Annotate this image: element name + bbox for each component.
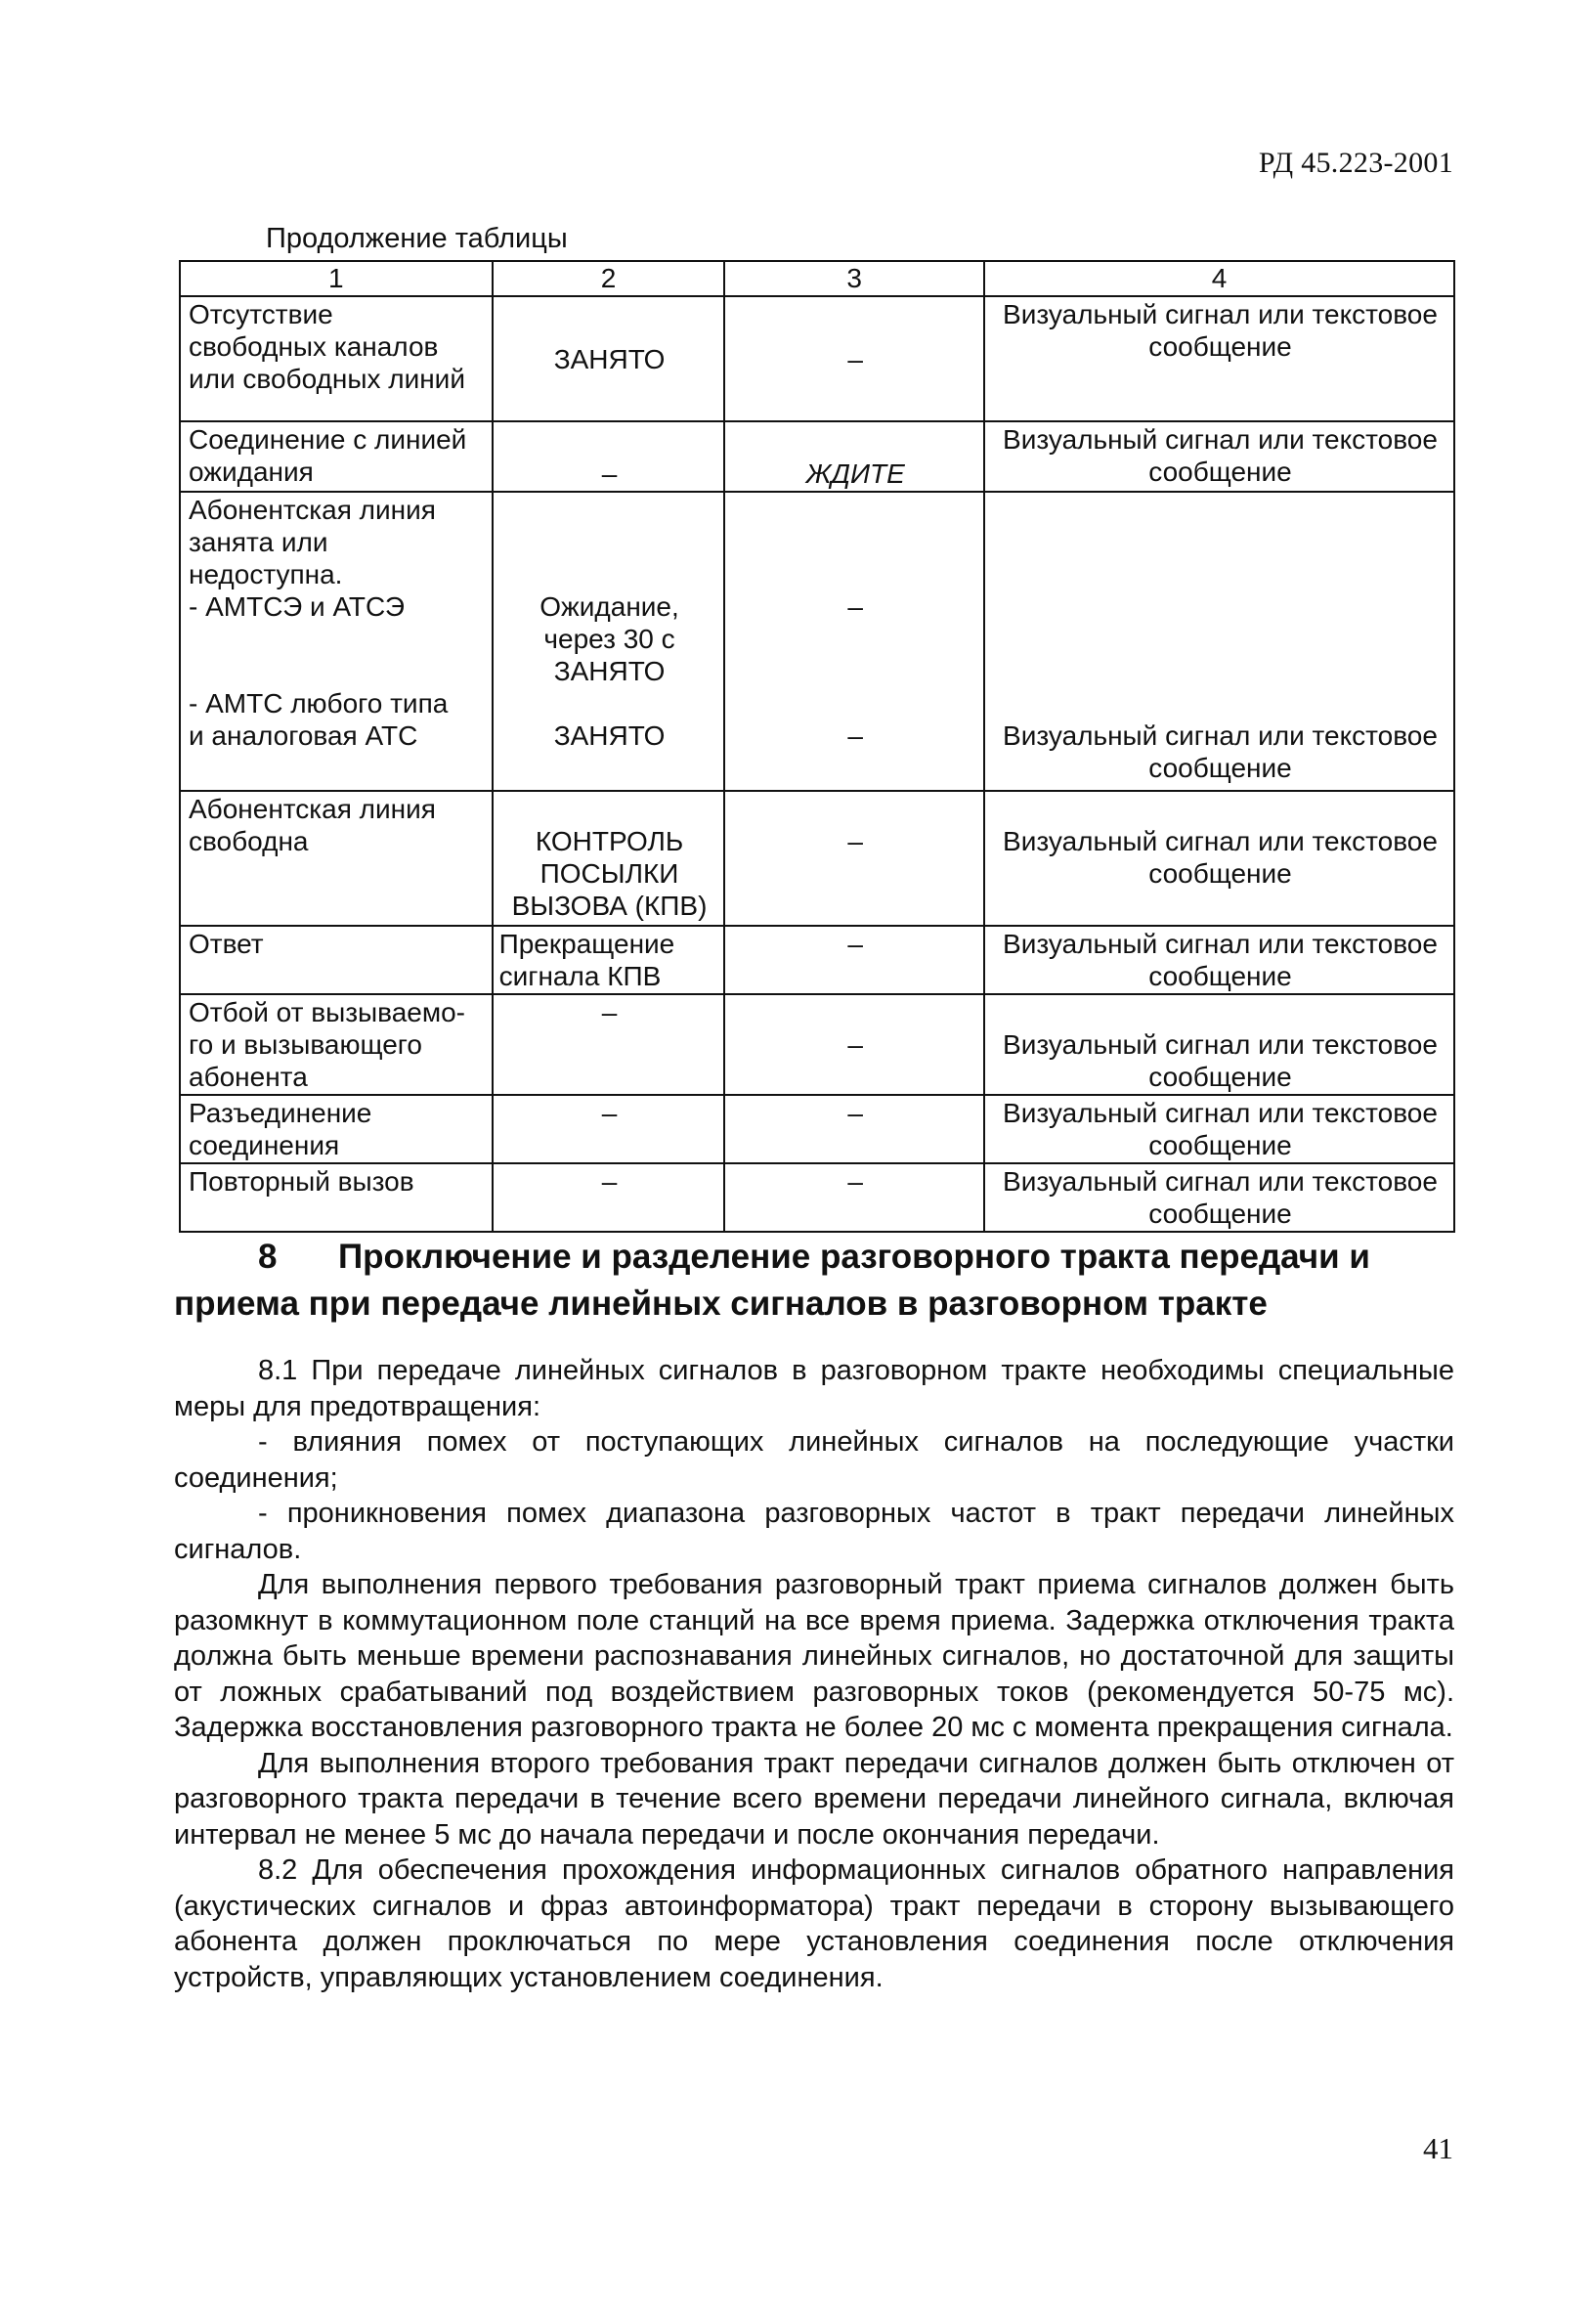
- table-cell: ЗАНЯТО: [493, 296, 725, 421]
- column-header-3: 3: [724, 261, 984, 296]
- table-row: [180, 492, 1454, 791]
- table-cell: –: [493, 1163, 725, 1232]
- cell-text: Соединение с линией ожидания: [189, 424, 467, 487]
- cell-text: Ожидание, через 30 с ЗАНЯТО: [539, 591, 679, 686]
- paragraph: - влияния помех от поступающих линейных сигналов на последующие участки соединения;: [174, 1426, 1454, 1494]
- table-cell: КОНТРОЛЬ ПОСЫЛКИ ВЫЗОВА (КПВ): [493, 791, 725, 926]
- table-cell: Визуальный сигнал или текстовое сообщение: [984, 994, 1454, 1095]
- table-cell: Визуальный сигнал или текстовое сообщение: [984, 421, 1454, 492]
- paragraph: Для выполнения второго требования тракт передачи сигналов должен быть отключен от разговорного тракта передачи в течение всего времени передачи линейного сигнала, включая интервал не менее 5 мс до начала передачи и после окончания передачи.: [174, 1747, 1454, 1851]
- cell-text: Абонентская линия занята или недоступна.: [189, 495, 436, 589]
- table-cell: [724, 492, 984, 791]
- table-cell: [180, 421, 493, 492]
- table-cell: –: [724, 994, 984, 1095]
- table-cell: –: [493, 994, 725, 1095]
- table-cell: Ответ: [180, 926, 493, 994]
- table-row: [180, 1095, 1454, 1163]
- table-row: [180, 791, 1454, 926]
- section-title: Проключение и разделение разговорного тракта передачи и приема при передаче линейных сигналов в разговорном тракте: [174, 1238, 1370, 1323]
- table-cell: Визуальный сигнал или текстовое сообщение: [984, 1095, 1454, 1163]
- table-cell: –: [724, 1163, 984, 1232]
- table-row: [180, 296, 1454, 421]
- section-number: 8: [258, 1238, 278, 1276]
- column-header-1: 1: [180, 261, 493, 296]
- paragraph: 8.2 Для обеспечения прохождения информационных сигналов обратного направления (акустических сигналов и фраз автоинформатора) тракт передачи в сторону вызывающего абонента должен проключаться по мере установления соединения после отключения устройств, управляющих установлением соединения.: [174, 1854, 1454, 1993]
- cell-text: –: [847, 720, 863, 751]
- table-cell: –: [724, 296, 984, 421]
- table-cell: –: [724, 791, 984, 926]
- table-cell: –: [724, 926, 984, 994]
- section-heading: [174, 1234, 1456, 1328]
- section-body: [174, 1353, 1454, 1995]
- table-header-row: [180, 261, 1454, 296]
- table-cell: –: [493, 421, 725, 492]
- table-cell: –: [724, 1095, 984, 1163]
- cell-text: Визуальный сигнал или текстовое сообщение: [1003, 720, 1438, 783]
- cell-text: - АМТС любого типа и аналоговая АТС: [189, 688, 449, 751]
- table-row: [180, 994, 1454, 1095]
- table-cell: [180, 492, 493, 791]
- paragraph: Для выполнения первого требования разговорный тракт приема сигналов должен быть разомкнут в коммутационном поле станций на все время приема. Задержка отключения тракта должна быть меньше времени распознавания линейных сигналов, но достаточной для защиты от ложных срабатываний под воздействием разговорных токов (рекомендуется 50-75 мс). Задержка восстановления разговорного тракта не более 20 мс с момента прекращения сигнала.: [174, 1569, 1454, 1743]
- table-row: [180, 1163, 1454, 1232]
- table-cell: Визуальный сигнал или текстовое сообщение: [984, 1163, 1454, 1232]
- table-cell: Разъединение соединения: [180, 1095, 493, 1163]
- table-cell: Визуальный сигнал или текстовое сообщение: [984, 926, 1454, 994]
- document-code: РД 45.223-2001: [1258, 147, 1453, 179]
- page-number: 41: [1423, 2131, 1453, 2165]
- signals-table: [179, 260, 1455, 1233]
- table-row: [180, 421, 1454, 492]
- table-cell: ЖДИТЕ: [724, 421, 984, 492]
- paragraph: - проникновения помех диапазона разговорных частот в тракт передачи линейных сигналов.: [174, 1498, 1454, 1565]
- table-cell: Прекращение сигнала КПВ: [493, 926, 725, 994]
- table-cell: Отсутствие свободных каналов или свободных линий: [180, 296, 493, 421]
- table-cell: [984, 492, 1454, 791]
- table-cell: Визуальный сигнал или текстовое сообщение: [984, 791, 1454, 926]
- paragraph: 8.1 При передаче линейных сигналов в разговорном тракте необходимы специальные меры для предотвращения:: [174, 1355, 1454, 1422]
- cell-text: ЗАНЯТО: [553, 720, 666, 751]
- table-row: [180, 926, 1454, 994]
- table-cell: [493, 492, 725, 791]
- cell-text: –: [847, 591, 863, 622]
- table-cell: –: [493, 1095, 725, 1163]
- table-cell: Повторный вызов: [180, 1163, 493, 1232]
- table-cell: Отбой от вызываемо- го и вызывающего абонента: [180, 994, 493, 1095]
- table-cell: Абонентская линия свободна: [180, 791, 493, 926]
- cell-text: - АМТСЭ и АТСЭ: [189, 591, 406, 622]
- table-caption: Продолжение таблицы: [266, 223, 568, 254]
- column-header-2: 2: [493, 261, 725, 296]
- column-header-4: 4: [984, 261, 1454, 296]
- table-cell: Визуальный сигнал или текстовое сообщение: [984, 296, 1454, 421]
